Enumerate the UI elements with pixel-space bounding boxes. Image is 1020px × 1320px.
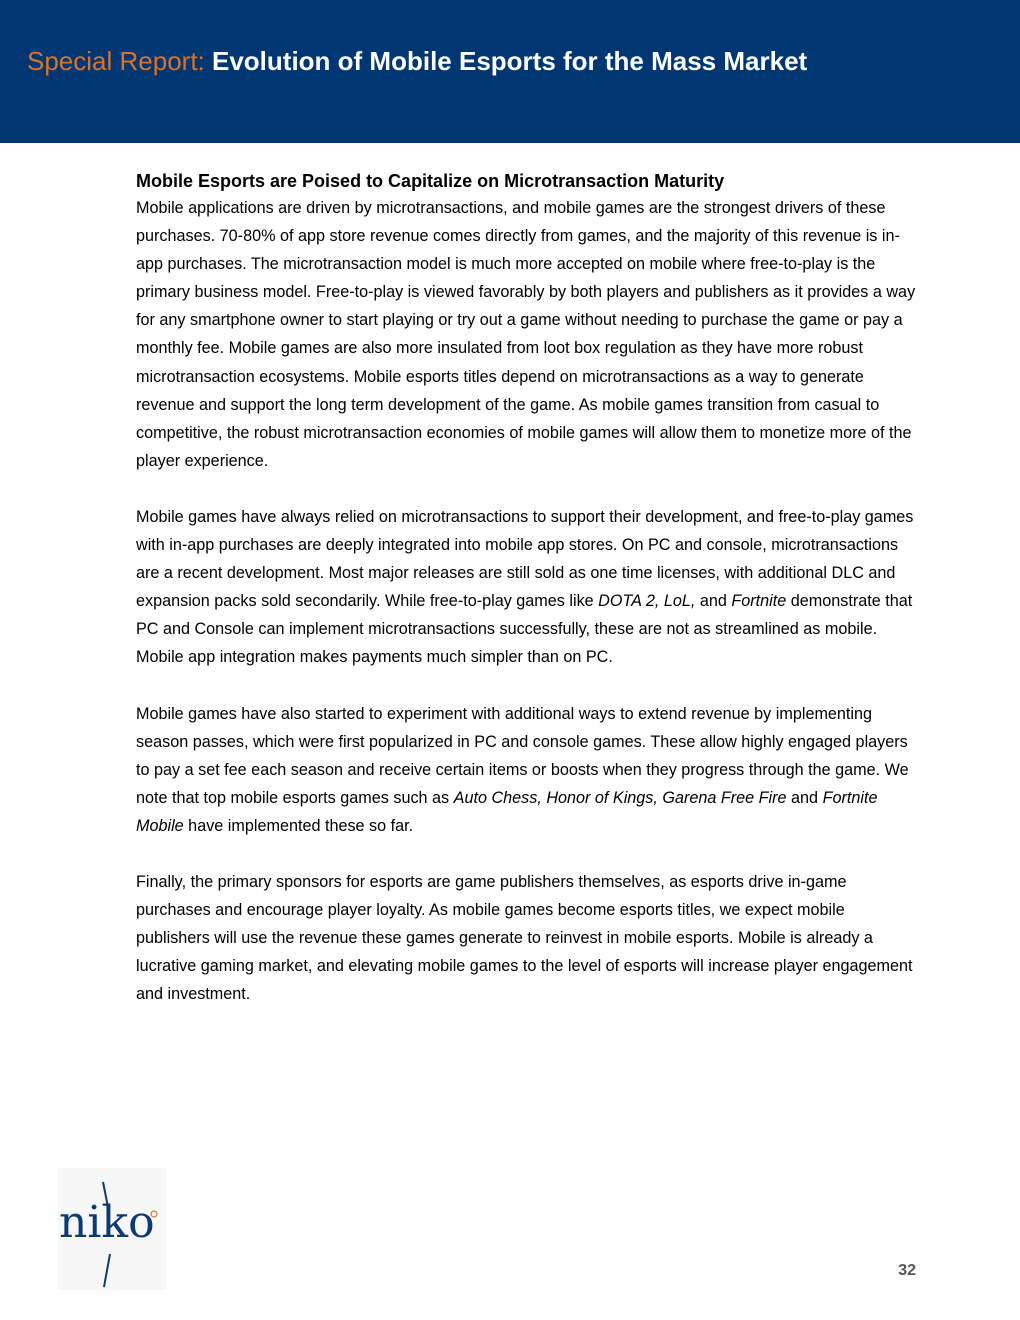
paragraph-3-text-c: have implemented these so far. <box>183 816 414 835</box>
niko-logo <box>58 1168 166 1290</box>
report-title <box>27 44 807 78</box>
paragraph-2-italic-a: DOTA 2, LoL, <box>598 592 696 611</box>
paragraph-3-italic-b: Fortnite Mobile <box>136 788 878 835</box>
paragraph-2-text-b: and <box>695 592 732 611</box>
paragraph-3-text-b: and <box>786 788 823 807</box>
report-title-prefix: Special Report: <box>27 46 205 76</box>
logo-wordmark: niko <box>59 1197 155 1248</box>
header-band <box>0 0 1020 143</box>
paragraph-2-text-a: Mobile games have always relied on microtransactions to support their development, and free-to-play games with in-app purchases are deeply integrated into mobile app stores. On PC and console, microtransactions are a recent development. Most major releases are still sold as one time licenses, with additional DLC and expansion packs sold secondarily. While free-to-play games like <box>136 507 914 611</box>
logo-bottom-stroke <box>104 1254 110 1287</box>
paragraph-3 <box>136 700 921 840</box>
paragraph-2-italic-b: Fortnite <box>731 592 787 611</box>
report-title-main: Evolution of Mobile Esports for the Mass Market <box>212 46 808 76</box>
paragraph-3-italic-a: Auto Chess, Honor of Kings, Garena Free Fire <box>453 788 787 807</box>
section-heading: Mobile Esports are Poised to Capitalize on Microtransaction Maturity <box>136 171 725 191</box>
paragraph-4: Finally, the primary sponsors for esports are game publishers themselves, as esports drive in-game purchases and encourage player loyalty. As mobile games become esports titles, we expect mobile publishers will use the revenue these games generate to reinvest in mobile esports. Mobile is already a lucrative gaming market, and elevating mobile games to the level of esports will increase player engagement and investment. <box>136 872 913 1004</box>
page-number: 32 <box>898 1262 916 1279</box>
paragraph-3-text-a: Mobile games have also started to experiment with additional ways to extend revenue by implementing season passes, which were first popularized in PC and console games. These allow highly engaged players to pay a set fee each season and receive certain items or boosts when they progress through the game. We note that top mobile esports games such as <box>136 704 909 807</box>
paragraph-2 <box>136 503 921 672</box>
main-content <box>136 168 921 1036</box>
paragraph-1: Mobile applications are driven by microtransactions, and mobile games are the strongest drivers of these purchases. 70-80% of app store revenue comes directly from games, and the majority of this revenue is in-app purchases. The microtransaction model is much more accepted on mobile where free-to-play is the primary business model. Free-to-play is viewed favorably by both players and publishers as it provides a way for any smartphone owner to start playing or try out a game without needing to purchase the game or pay a monthly fee. Mobile games are also more insulated from loot box regulation as they have more robust microtransaction ecosystems. Mobile esports titles depend on microtransactions as a way to generate revenue and support the long term development of the game. As mobile games transition from casual to competitive, the robust microtransaction economies of mobile games will allow them to monetize more of the player experience. <box>136 199 916 470</box>
paragraph-2-text-c: demonstrate that PC and Console can implement microtransactions successfully, these are not as streamlined as mobile. Mobile app integration makes payments much simpler than on PC. <box>136 592 913 667</box>
